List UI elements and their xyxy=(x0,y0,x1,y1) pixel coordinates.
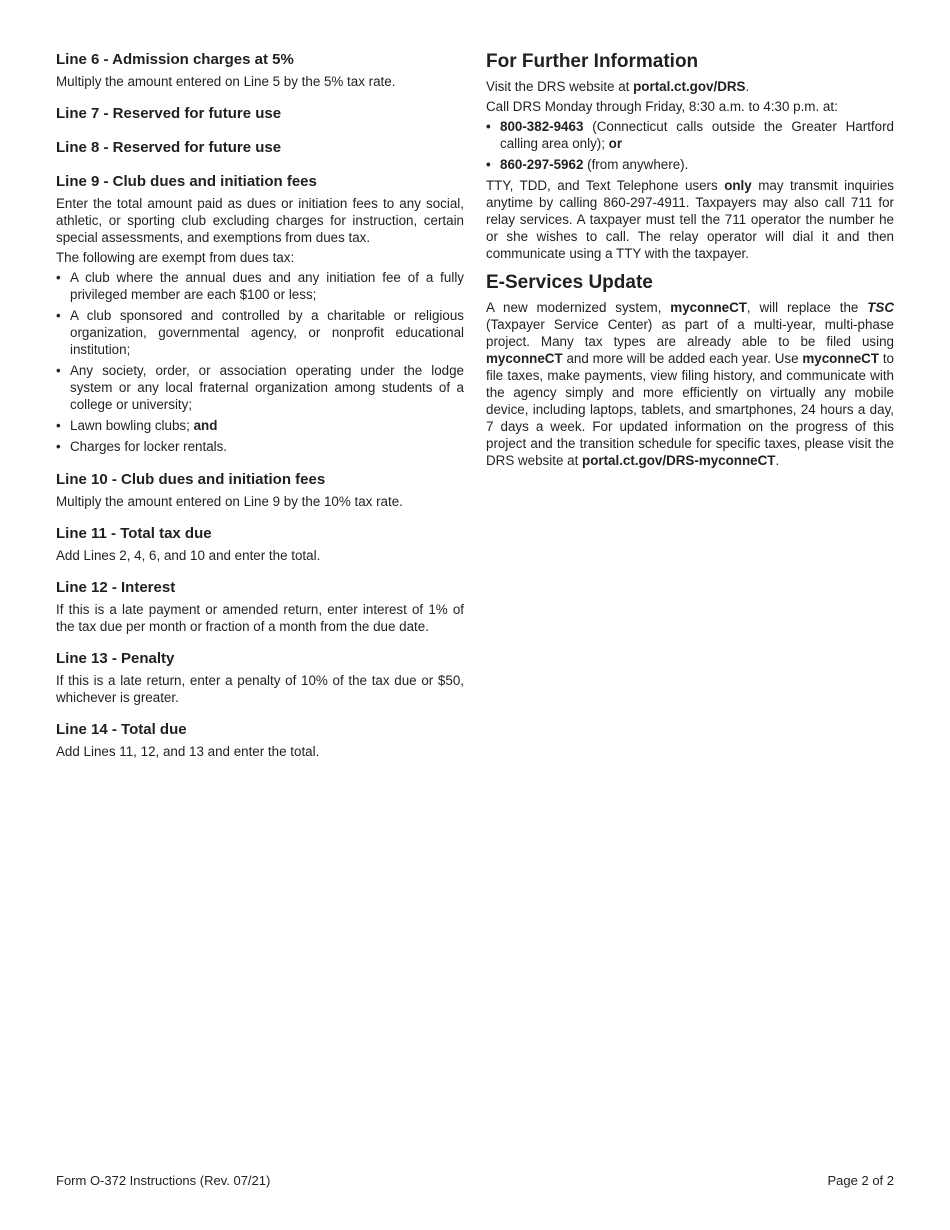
call-text: Call DRS Monday through Friday, 8:30 a.m. to 4:30 p.m. at: xyxy=(486,99,838,114)
line13-heading: Line 13 - Penalty xyxy=(56,650,175,667)
line8-heading: Line 8 - Reserved for future use xyxy=(56,139,282,156)
list-item: • Any society, order, or association operating under the lodge system or any local fraternal organization among students of a college or university; xyxy=(56,363,464,412)
left-column xyxy=(56,50,464,763)
line12-heading: Line 12 - Interest xyxy=(56,579,176,596)
line11-text: Add Lines 2, 4, 6, and 10 and enter the total. xyxy=(56,548,321,563)
list-item: • 800-382-9463 (Connecticut calls outside the Greater Hartford calling area only); or xyxy=(486,119,894,151)
list-item: • 860-297-5962 (from anywhere). xyxy=(486,157,689,172)
line14-text: Add Lines 11, 12, and 13 and enter the total. xyxy=(56,744,320,759)
eservices-text: A new modernized system, myconneCT, will replace the TSC (Taxpayer Service Center) as part of a multi-year, multi-phase project. Many tax types are already able to be filed using myconneCT and more will be added each year. Use myconneCT to file taxes, make payments, view filing history, and communicate with the agency simply and more efficiently on virtually any mobile device, including laptops, tablets, and smartphones, 24 hours a day, 7 days a week. For updated information on the progress of this project and the transition schedule for specific taxes, please visit the DRS website at portal.ct.gov/DRS-myconneCT. xyxy=(486,300,894,468)
line14-heading: Line 14 - Total due xyxy=(56,721,187,738)
line9-text: Enter the total amount paid as dues or initiation fees to any social, athletic, or sporting club excluding charges for instruction, certain special assessments, and exemptions from dues tax. xyxy=(56,196,464,245)
eservices-heading: E-Services Update xyxy=(486,272,653,293)
phone-list xyxy=(486,118,894,173)
line7-heading: Line 7 - Reserved for future use xyxy=(56,105,282,122)
line10-text: Multiply the amount entered on Line 9 by the 10% tax rate. xyxy=(56,494,403,509)
list-item: • A club where the annual dues and any initiation fee of a fully privileged member are each $100 or less; xyxy=(56,270,464,302)
line9-heading: Line 9 - Club dues and initiation fees xyxy=(56,173,317,190)
line6-text: Multiply the amount entered on Line 5 by the 5% tax rate. xyxy=(56,74,396,89)
drs-website-link[interactable]: portal.ct.gov/DRS xyxy=(633,79,746,94)
exempt-intro: The following are exempt from dues tax: xyxy=(56,250,295,265)
further-info-heading: For Further Information xyxy=(486,51,699,72)
line10-heading: Line 10 - Club dues and initiation fees xyxy=(56,471,326,488)
visit-text: Visit the DRS website at portal.ct.gov/DRS. xyxy=(486,79,750,94)
footer-page-number: Page 2 of 2 xyxy=(827,1173,894,1188)
right-column xyxy=(486,50,894,472)
exempt-list xyxy=(56,269,464,455)
line12-text: If this is a late payment or amended return, enter interest of 1% of the tax due per month or fraction of a month from the due date. xyxy=(56,602,464,634)
list-item: • A club sponsored and controlled by a charitable or religious organization, governmental agency, or nonprofit educational institution; xyxy=(56,308,464,357)
myconnect-link[interactable]: portal.ct.gov/DRS-myconneCT xyxy=(582,453,776,468)
list-item: • Charges for locker rentals. xyxy=(56,439,228,454)
footer-form-label: Form O-372 Instructions (Rev. 07/21) xyxy=(56,1173,271,1188)
line13-text: If this is a late return, enter a penalty of 10% of the tax due or $50, whichever is greater. xyxy=(56,673,464,705)
line6-heading: Line 6 - Admission charges at 5% xyxy=(56,51,294,68)
line11-heading: Line 11 - Total tax due xyxy=(56,525,212,542)
tty-text: TTY, TDD, and Text Telephone users only may transmit inquiries anytime by calling 860-297-4911. Taxpayers may also call 711 for relay services. A taxpayer must tell the 711 operator the number he or she wishes to call. The relay operator will dial it and then communicate using a TTY with the taxpayer. xyxy=(486,178,894,261)
list-item: • Lawn bowling clubs; and xyxy=(56,418,218,433)
